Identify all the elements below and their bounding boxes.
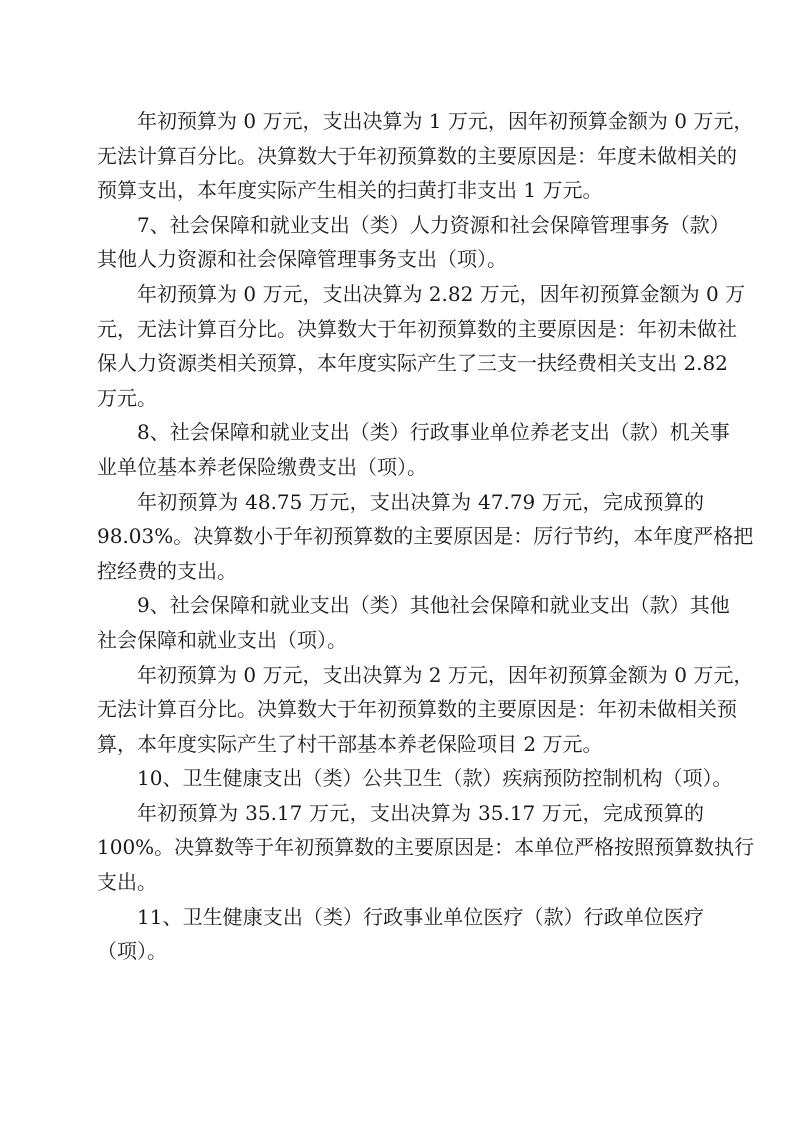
paragraph-line: 9、社会保障和就业支出（类）其他社会保障和就业支出（款）其他 bbox=[137, 593, 730, 618]
paragraph-line: 年初预算为 0 万元，支出决算为 1 万元，因年初预算金额为 0 万元， bbox=[137, 109, 754, 133]
paragraph-line: （项）。 bbox=[97, 939, 167, 964]
paragraph-line: 7、社会保障和就业支出（类）人力资源和社会保障管理事务（款） bbox=[137, 212, 730, 237]
paragraph bbox=[97, 900, 704, 969]
paragraph-line: 支出。 bbox=[97, 870, 157, 895]
paragraph bbox=[97, 796, 755, 900]
paragraph-line: 预算支出，本年度实际产生相关的扫黄打非支出 1 万元。 bbox=[97, 178, 603, 203]
paragraph bbox=[97, 485, 754, 589]
paragraph-line: 年初预算为 0 万元，支出决算为 2 万元，因年初预算金额为 0 万元， bbox=[137, 662, 754, 687]
paragraph-line: 10、卫生健康支出（类）公共卫生（款）疾病预防控制机构（项）。 bbox=[137, 766, 733, 791]
paragraph bbox=[97, 658, 754, 762]
paragraph-line: 年初预算为 0 万元，支出决算为 2.82 万元，因年初预算金额为 0 万 bbox=[137, 281, 746, 306]
paragraph-line: 年初预算为 35.17 万元，支出决算为 35.17 万元，完成预算的 bbox=[137, 800, 704, 825]
paragraph-line: 100%。决算数等于年初预算数的主要原因是：本单位严格按照预算数执行 bbox=[97, 835, 755, 860]
document-body bbox=[97, 104, 755, 969]
paragraph-line: 11、卫生健康支出（类）行政事业单位医疗（款）行政单位医疗 bbox=[137, 904, 704, 929]
paragraph-line: 8、社会保障和就业支出（类）行政事业单位养老支出（款）机关事 bbox=[137, 420, 730, 445]
paragraph-line: 算，本年度实际产生了村干部基本养老保险项目 2 万元。 bbox=[97, 731, 603, 756]
paragraph-line: 保人力资源类相关预算，本年度实际产生了三支一扶经费相关支出 2.82 bbox=[97, 351, 728, 376]
paragraph-line: 无法计算百分比。决算数大于年初预算数的主要原因是：年初未做相关预 bbox=[97, 697, 737, 722]
paragraph-line: 98.03%。决算数小于年初预算数的主要原因是：厉行节约，本年度严格把 bbox=[97, 524, 754, 549]
paragraph-line: 社会保障和就业支出（项）。 bbox=[97, 627, 347, 652]
paragraph-line: 其他人力资源和社会保障管理事务支出（项）。 bbox=[97, 247, 507, 272]
paragraph bbox=[97, 208, 730, 277]
paragraph-line: 业单位基本养老保险缴费支出（项）。 bbox=[97, 454, 427, 479]
paragraph-line: 控经费的支出。 bbox=[97, 558, 237, 583]
paragraph-line: 元，无法计算百分比。决算数大于年初预算数的主要原因是：年初未做社 bbox=[97, 316, 737, 341]
paragraph bbox=[97, 588, 730, 657]
paragraph bbox=[97, 277, 746, 415]
paragraph-line: 万元。 bbox=[97, 385, 157, 410]
paragraph bbox=[97, 104, 754, 208]
paragraph bbox=[97, 415, 730, 484]
paragraph-line: 年初预算为 48.75 万元，支出决算为 47.79 万元，完成预算的 bbox=[137, 489, 704, 514]
paragraph bbox=[97, 761, 733, 796]
paragraph-line: 无法计算百分比。决算数大于年初预算数的主要原因是：年度未做相关的 bbox=[97, 143, 737, 168]
